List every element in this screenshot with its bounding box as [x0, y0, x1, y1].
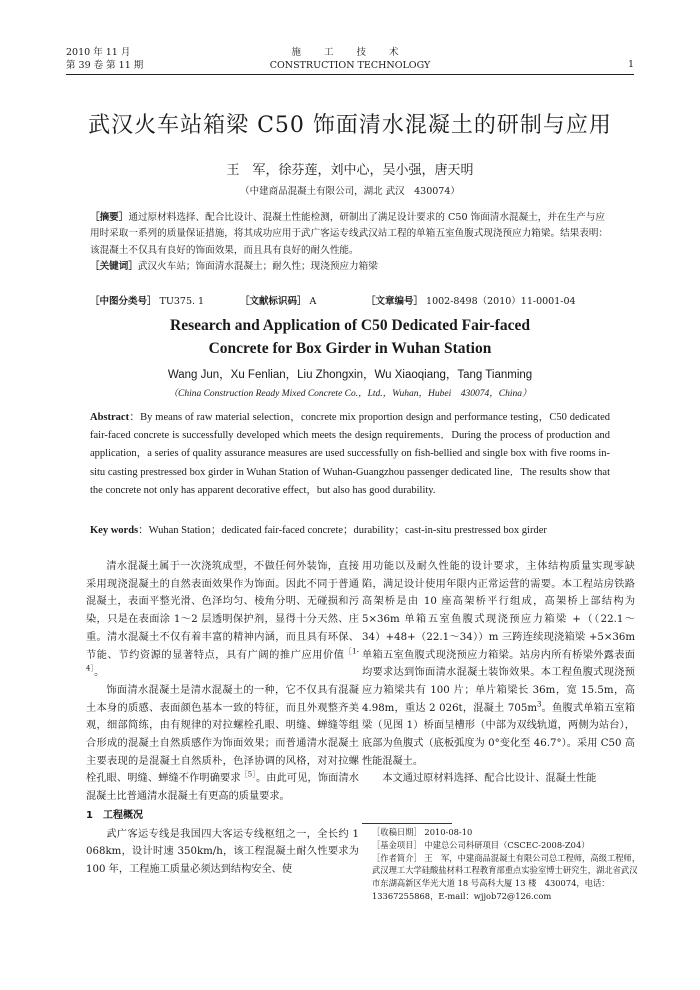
authors-cn: 王 军，徐芬莲，刘中心，吴小强，唐天明	[226, 163, 474, 178]
citation: ［5］	[240, 771, 256, 780]
superscript: 3	[536, 700, 542, 709]
footnote-rule	[362, 823, 452, 824]
header-rule	[66, 74, 634, 75]
keywords-en-text: ：Wuhan Station；dedicated fair-faced concrete；durability；cast-in-situ prestressed box girder	[138, 525, 547, 536]
footnotes	[372, 826, 642, 903]
issue-date: 2010 年 11 月	[66, 47, 131, 58]
abstract-cn-block	[90, 210, 610, 275]
affiliation-cn: （中建商品混凝土有限公司，湖北 武汉 430074）	[240, 186, 460, 197]
keywords-cn-tag: ［关键词］	[90, 260, 138, 272]
body-paragraph: 清水混凝土属于一次浇筑成型，不做任何外装饰，直接采用现浇混凝土的自然表面效果作为饰面。因此不同于普通混凝土，表面平整光滑、色泽均匀、棱角分明、无碰损和污染，只是在表面涂 1～2 层透明保护剂，显得十分天然、庄重。清水混凝土不仅有着丰富的精神内涵，而且具有环保、节能、节约资源的显著特点，具有广阔的推广应用价值$^{[1-4]}$。	[86, 561, 359, 679]
authors-en: Wang Jun，Xu Fenlian，Liu Zhongxin，Wu Xiaoqiang，Tang Tianming	[167, 369, 533, 381]
keywords-en	[90, 522, 610, 537]
abstract-en	[90, 409, 610, 500]
keywords-cn-text: 武汉火车站；饰面清水混凝土；耐久性；现浇预应力箱梁	[137, 260, 378, 272]
body-column-left	[86, 558, 359, 879]
clc-number: ［中图分类号］ TU375. 1	[90, 296, 205, 307]
affiliation-en: （China Construction Ready Mixed Concrete Co.，Ltd.，Wuhan，Hubei 430074，China）	[168, 389, 532, 399]
paper-title-en-line1: Research and Application of C50 Dedicated Fair-faced	[170, 317, 530, 334]
paper-title-en	[60, 314, 640, 360]
body-paragraph: 饰面清水混凝土是清水混凝土的一种，它不仅具有混凝土本身的质感、表面颜色基本一致的特征，而且外观整齐美观，细部简练，由有规律的对拉螺栓孔眼、明缝、蝉缝等组合形成的混凝土自然质感作为饰面效果；而普通清水混凝土主要表现的是混凝土自然质朴，色泽协调的风格，对对拉螺栓孔眼、明缝、蝉缝不作明确要求$^{[5]}$。由此可见，饰面清水混凝土比普通清水混凝土有更高的质量要求。	[86, 684, 359, 803]
abstract-en-text: ：By means of raw material selection，concrete mix proportion design and performance testing，C50 dedicated fair-faced concrete is successfully developed which meets the design requirements．During the process of production and application，a series of quality assurance measures are used successfully on fish-bellied and single box with five rooms in-situ casting prestressed box girder in Wuhan Station of Wuhan-Guangzhou passenger dedicated line．The results show that the concrete not only has apparent decorative effect，but also has good durability.	[90, 412, 610, 496]
body-column-right	[362, 558, 635, 788]
footnote-author: ［作者简介］ 王 军，中建商品混凝土有限公司总工程师，高级工程师，武汉理工大学硅酸盐材料工程教育部重点实验室博士研究生，湖北省武汉市东湖高新区华光大道 18 号高科大厦 13 楼 430074，电话：13367255868，E-mail：wjjob72@126.com	[372, 852, 641, 901]
citation: ［1-4］	[86, 647, 359, 673]
volume-issue: 第 39 卷 第 11 期	[66, 60, 144, 71]
abstract-cn-tag: ［摘要］	[90, 212, 129, 223]
keywords-en-tag: Key words	[90, 525, 139, 536]
paper-title-en-line2: Concrete for Box Girder in Wuhan Station	[208, 340, 492, 357]
footnote-fund: ［基金项目］ 中建总公司科研项目（CSCEC-2008-Z04）	[372, 839, 590, 850]
paper-title-cn: 武汉火车站箱梁 C50 饰面清水混凝土的研制与应用	[88, 113, 612, 138]
abstract-cn-text: 通过原材料选择、配合比设计、混凝土性能检测，研制出了满足设计要求的 C50 饰面清水混凝土，并在生产与应用时采取一系列的质量保证措施，将其成功应用于武广客运专线武汉站工程的单箱五室鱼腹式现浇预应力箱梁。结果表明：该混凝土不仅具有良好的饰面效果，而且具有良好的耐久性能。	[90, 212, 609, 256]
journal-name-en: CONSTRUCTION TECHNOLOGY	[269, 60, 431, 71]
running-header-left	[66, 46, 143, 72]
body-paragraph: 武广客运专线是我国四大客运专线枢纽之一，全长约 1 068km，设计时速 350km/h，该工程混凝土耐久性要求为 100 年，工程施工质量必须达到结构安全、使	[86, 828, 359, 875]
running-header-journal	[250, 46, 450, 72]
abstract-cn	[90, 210, 610, 259]
doc-code: ［文献标识码］ A	[240, 296, 317, 307]
footnote-received: ［收稿日期］ 2010-08-10	[372, 827, 473, 837]
section-heading: 1 工程概况	[86, 809, 143, 821]
body-paragraph: 用功能以及耐久性能的设计要求，主体结构质量实现零缺陷，满足设计使用年限内正常运营的需要。本工程站房铁路高架桥是由 10 座高架桥平行组成，高架桥上部结构为 5×36m 单箱五室鱼腹式现浇预应力箱梁 +（（22.1～34）+48+（22.1～34））m 三跨连续现浇箱梁 +5×36m 单箱五室鱼腹式现浇预应力箱梁。站房内所有桥梁外露表面均要求达到饰面清水混凝土装饰效果。本工程鱼腹式现浇预应力箱梁共有 100 片；单片箱梁长 36m，宽 15.5m，高 4.98m，重达 2 026t，混凝土 $705m^3$。鱼腹式单箱五室箱梁（见图 1）桥面呈槽形（中部为双线轨道，两侧为站台），底部为鱼腹式（底板弧度为 0°变化至 46.7°）。采用 C50 高性能混凝土。	[362, 561, 636, 767]
page-number: 1	[627, 59, 634, 70]
journal-name-cn: 施 工 技 术	[291, 47, 409, 58]
article-number: ［文章编号］ 1002-8498（2010）11-0001-04	[366, 296, 576, 307]
body-paragraph: 本文通过原材料选择、配合比设计、混凝土性能	[382, 773, 597, 785]
keywords-cn	[90, 259, 610, 275]
abstract-en-tag: Abstract	[90, 412, 130, 423]
